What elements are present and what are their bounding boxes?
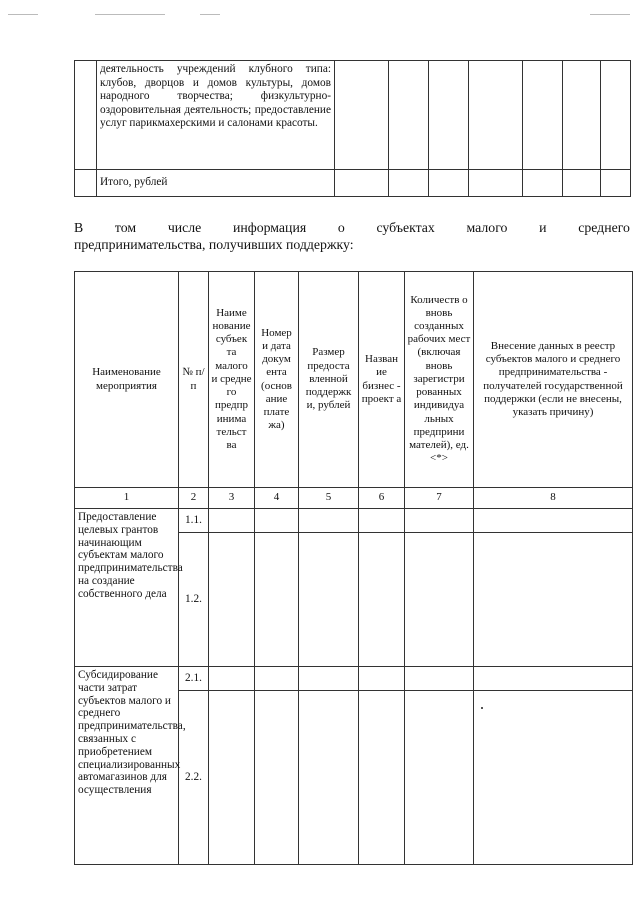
intro-word: числе — [167, 220, 202, 235]
total-row — [75, 170, 631, 197]
intro-word: том — [114, 220, 137, 235]
column-number: 1 — [75, 488, 179, 509]
continuation-table — [74, 60, 631, 197]
header-cell: Внесение данных в реестр субъектов малого и среднего предпринимательства - получателей государственной поддержки (если не внесены, указать причину) — [474, 272, 633, 488]
intro-word: В — [74, 220, 84, 235]
intro-word: субъектах — [376, 220, 435, 235]
event-name: Предоставление целевых грантов начинающим субъектам малого предпринимательства на создание собственного дела — [75, 509, 179, 667]
intro-word: о — [337, 220, 345, 235]
activity-row — [75, 61, 631, 170]
scan-artifact-strip — [0, 10, 640, 18]
header-row — [75, 272, 633, 488]
header-cell: Количеств о вновь созданных рабочих мест (включая вновь зарегистри рованных индивидуа льных предприни мателей), ед. <*> — [405, 272, 474, 488]
row-number: 2.2. — [179, 691, 209, 865]
column-number-row — [75, 488, 633, 509]
header-cell: Наиме нование субъек та малого и средне го предпр инима тельст ва — [209, 272, 255, 488]
support-table — [74, 271, 633, 865]
column-number: 6 — [359, 488, 405, 509]
column-number: 2 — [179, 488, 209, 509]
intro-paragraph — [74, 219, 630, 253]
column-number: 7 — [405, 488, 474, 509]
row-number: 2.1. — [179, 667, 209, 691]
row-number: 1.2. — [179, 533, 209, 667]
header-cell: Назван ие бизнес - проект а — [359, 272, 405, 488]
table-row — [75, 667, 633, 691]
event-name: Субсидирование части затрат субъектов малого и среднего предпринимательства, связанных с приобретением специализированных автомагазинов для осуществления — [75, 667, 179, 865]
intro-word: среднего — [578, 220, 630, 235]
header-cell: Размер предоста вленной поддержк и, рублей — [299, 272, 359, 488]
intro-word: информация — [233, 220, 307, 235]
intro-line-1 — [74, 219, 630, 236]
row-number: 1.1. — [179, 509, 209, 533]
total-label: Итого, рублей — [97, 170, 335, 197]
column-number: 4 — [255, 488, 299, 509]
column-number: 8 — [474, 488, 633, 509]
table-row — [75, 509, 633, 533]
intro-word: малого — [466, 220, 508, 235]
header-cell: Номер и дата докум ента (основ ание плате жа) — [255, 272, 299, 488]
activity-text: деятельность учреждений клубного типа: клубов, дворцов и домов культуры, домов народного творчества; физкультурно-оздоровительная деятельность; предоставление услуг парикмахерскими и салонами красоты. — [97, 61, 335, 170]
intro-line-2: предпринимательства, получивших поддержку: — [74, 237, 354, 252]
scan-speck — [481, 707, 483, 709]
intro-word: и — [539, 220, 547, 235]
column-number: 3 — [209, 488, 255, 509]
header-cell: № п/п — [179, 272, 209, 488]
column-number: 5 — [299, 488, 359, 509]
header-cell: Наименование мероприятия — [75, 272, 179, 488]
